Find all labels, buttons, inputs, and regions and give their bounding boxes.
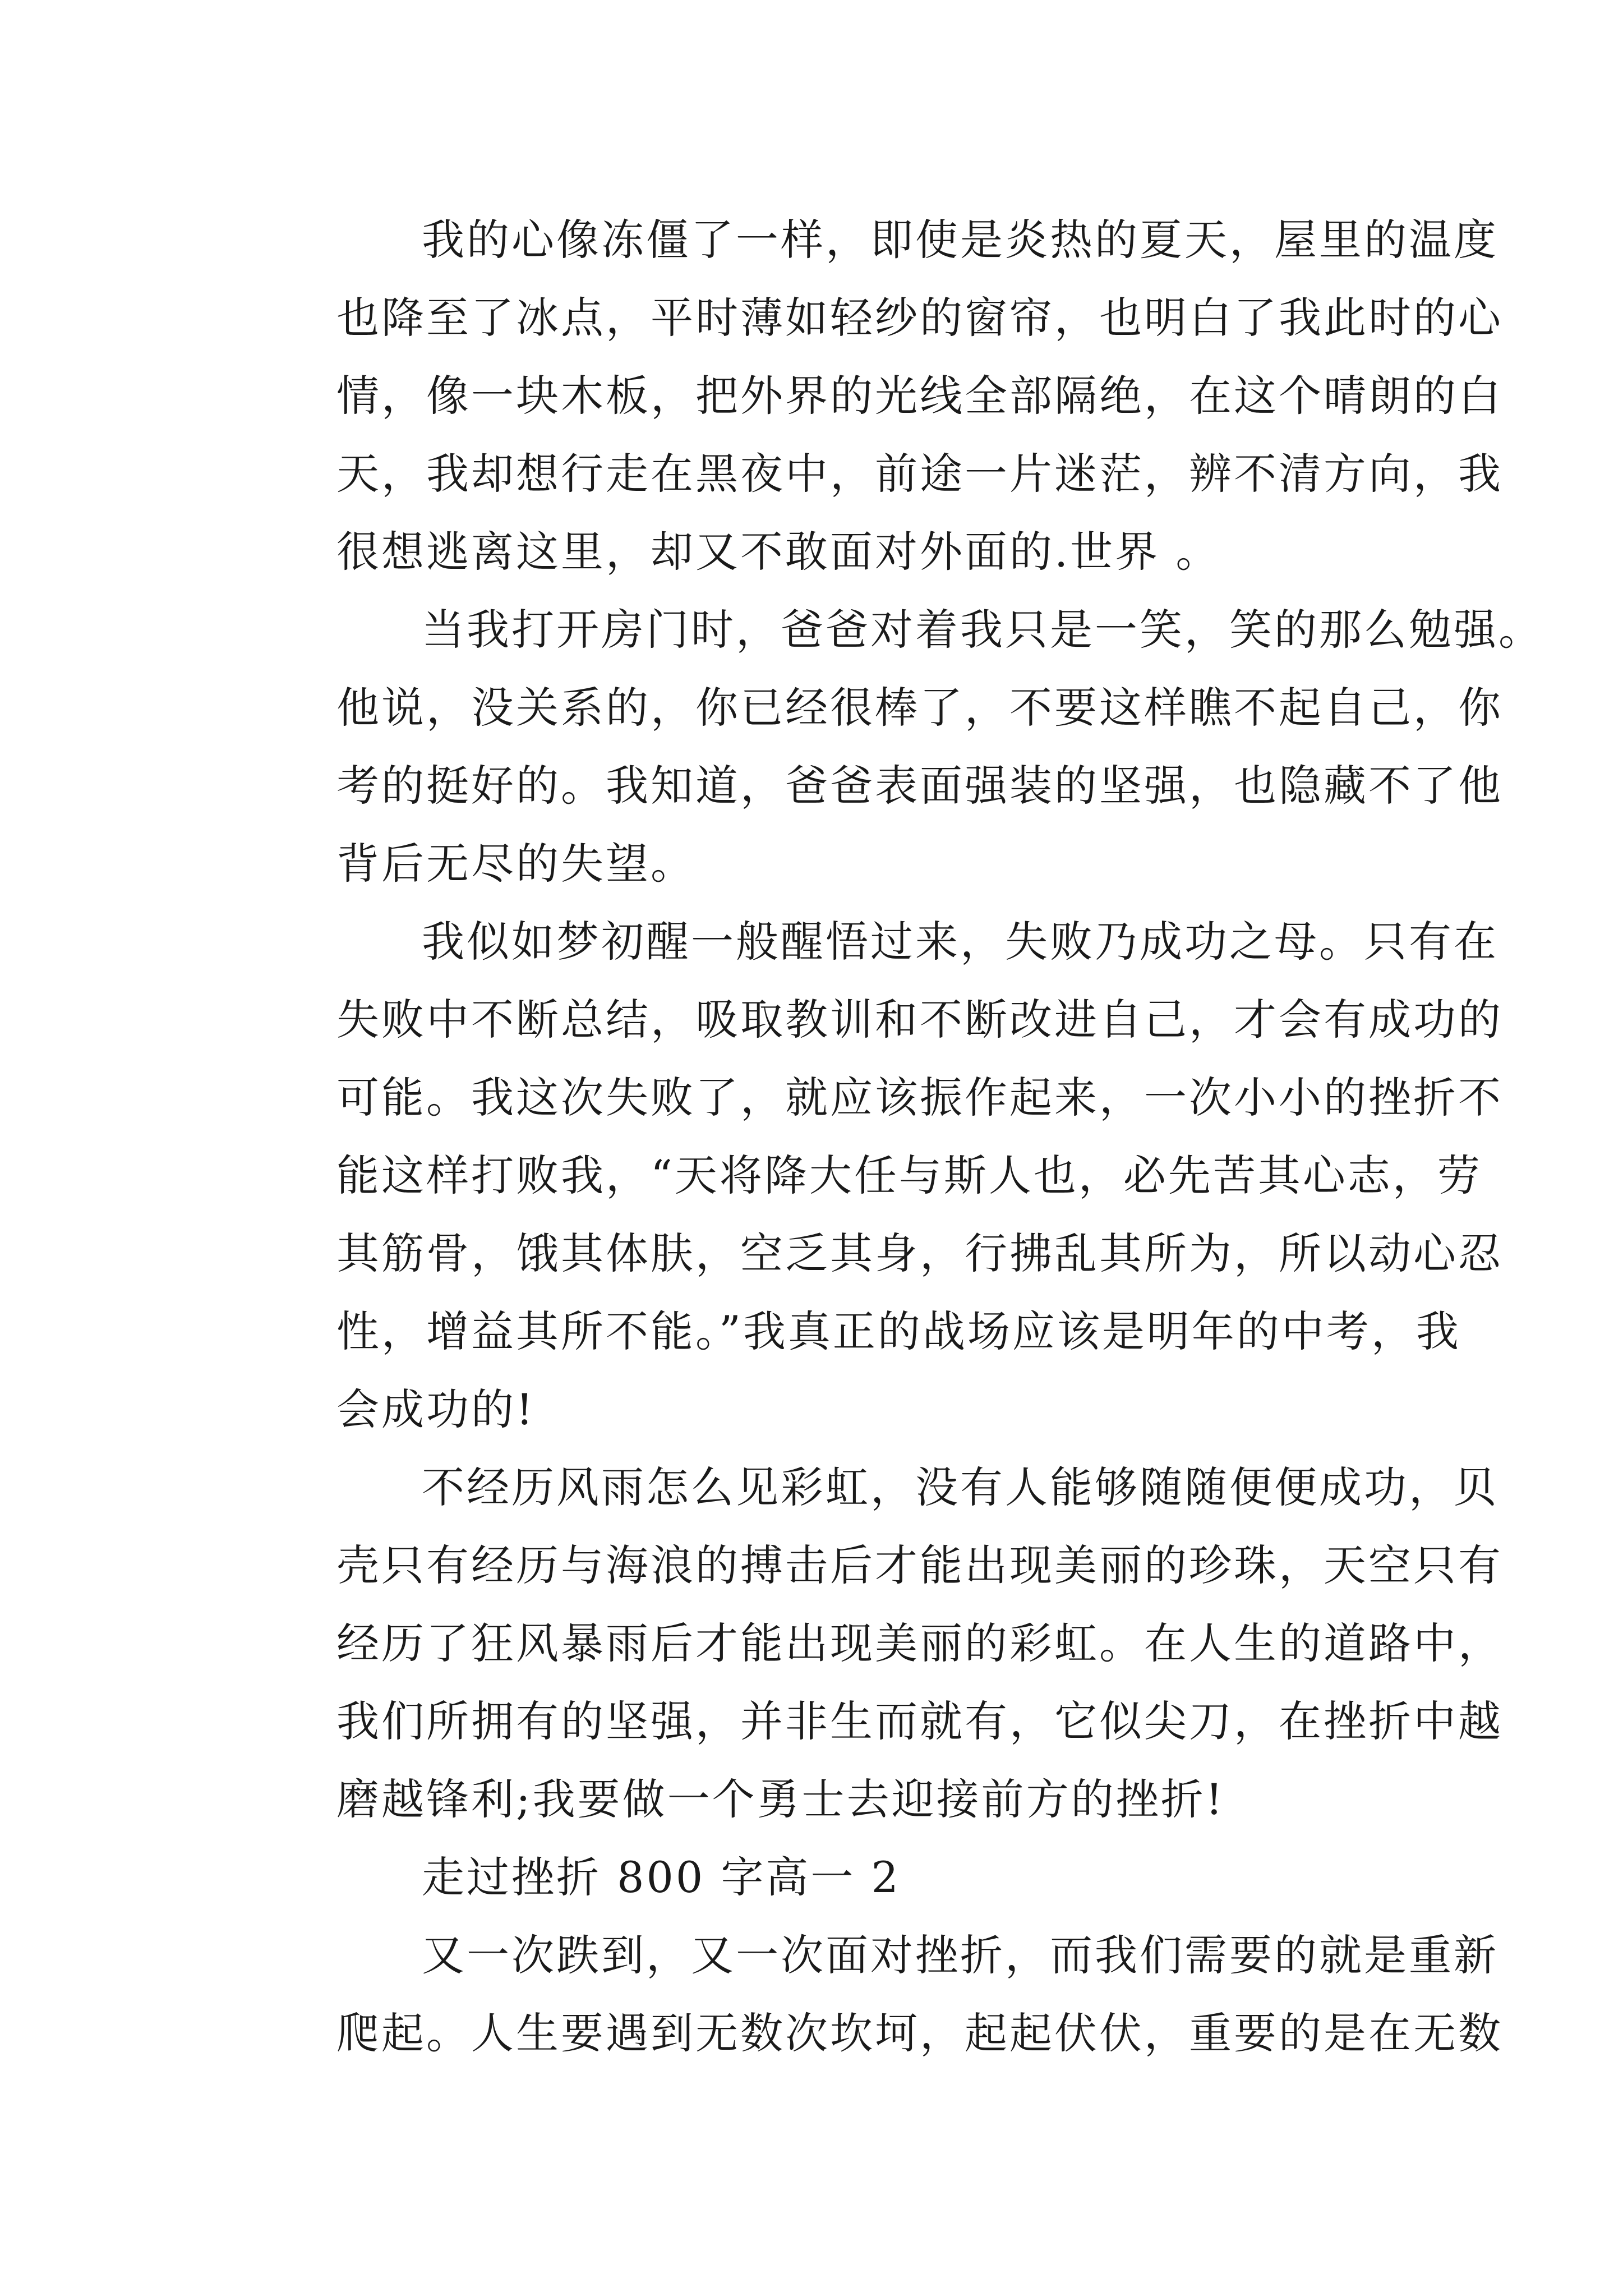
- text-line: 情，像一块木板，把外界的光线全部隔绝，在这个晴朗的白: [336, 371, 1503, 421]
- text-line: 也降至了冰点，平时薄如轻纱的窗帘，也明白了我此时的心: [336, 293, 1503, 343]
- text-line: 背后无尽的失望。: [336, 839, 695, 889]
- paragraph-5: [251, 1916, 1503, 2072]
- text-line: 磨越锋利;我要做一个勇士去迎接前方的挫折!: [336, 1774, 1225, 1824]
- text-line: 其筋骨，饿其体肤，空乏其身，行拂乱其所为，所以动心忍: [336, 1228, 1503, 1278]
- text-line: 他说，没关系的，你已经很棒了，不要这样瞧不起自己，你: [336, 683, 1503, 733]
- paragraph-1: [251, 201, 1503, 591]
- text-line: 天，我却想行走在黑夜中，前途一片迷茫，辨不清方向，我: [336, 449, 1503, 499]
- text-line: 不经历风雨怎么见彩虹，没有人能够随随便便成功，贝: [422, 1462, 1498, 1512]
- paragraph-4: [251, 1448, 1503, 1838]
- text-line: 失败中不断总结，吸取教训和不断改进自己，才会有成功的: [336, 995, 1503, 1045]
- text-line: 经历了狂风暴雨后才能出现美丽的彩虹。在人生的道路中，: [336, 1618, 1503, 1668]
- text-line: 壳只有经历与海浪的搏击后才能出现美丽的珍珠，天空只有: [336, 1540, 1503, 1590]
- text-line: 我们所拥有的坚强，并非生而就有，它似尖刀，在挫折中越: [336, 1696, 1503, 1746]
- text-line: 又一次跌到，又一次面对挫折，而我们需要的就是重新: [422, 1930, 1498, 1980]
- text-line: 当我打开房门时，爸爸对着我只是一笑，笑的那么勉强。: [422, 605, 1543, 655]
- text-line: 可能。我这次失败了，就应该振作起来，一次小小的挫折不: [336, 1073, 1503, 1122]
- text-line: 我的心像冻僵了一样，即使是炎热的夏天，屋里的温度: [422, 215, 1498, 265]
- section-title: 走过挫折 800 字高一 2: [422, 1852, 901, 1902]
- text-line: 能这样打败我，“天将降大任与斯人也，必先苦其心志，劳: [336, 1151, 1482, 1200]
- document-body: [251, 201, 1543, 2072]
- text-line: 考的挺好的。我知道，爸爸表面强装的坚强，也隐藏不了他: [336, 761, 1503, 811]
- text-line: 性，增益其所不能。”我真正的战场应该是明年的中考，我: [336, 1306, 1461, 1356]
- text-line: 爬起。人生要遇到无数次坎坷，起起伏伏，重要的是在无数: [336, 2008, 1503, 2058]
- text-line: 很想逃离这里，却又不敢面对外面的.世界 。: [336, 527, 1221, 577]
- paragraph-2: [251, 591, 1543, 903]
- section-heading: [251, 1838, 1378, 1916]
- text-line: 我似如梦初醒一般醒悟过来，失败乃成功之母。只有在: [422, 917, 1498, 967]
- text-line: 会成功的!: [336, 1384, 536, 1434]
- paragraph-3: [251, 903, 1503, 1448]
